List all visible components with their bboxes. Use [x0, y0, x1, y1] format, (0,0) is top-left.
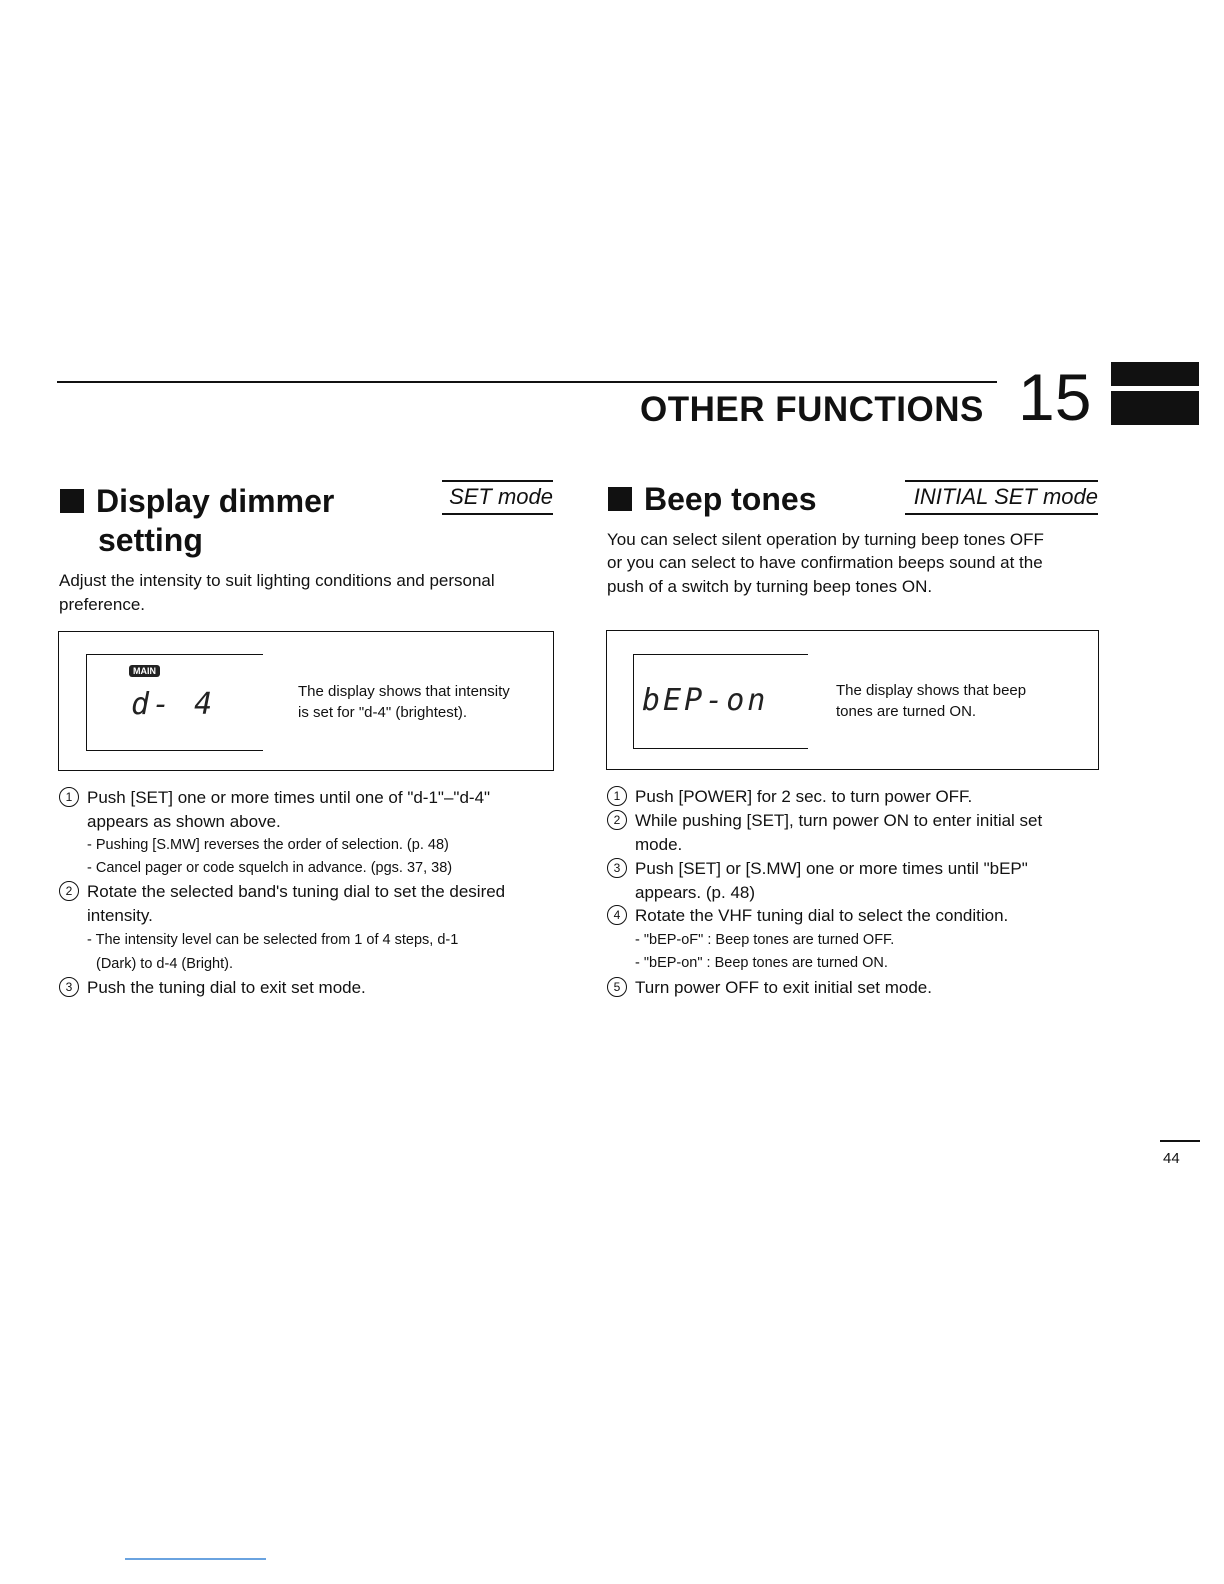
page-number: 44: [1163, 1150, 1180, 1167]
step-number: 1: [59, 787, 79, 807]
dimmer-caption-line2: is set for "d-4" (brightest).: [298, 704, 468, 721]
dimmer-step-1-line2: appears as shown above.: [87, 812, 281, 831]
step-number: 5: [607, 977, 627, 997]
beep-caption-line2: tones are turned ON.: [836, 703, 977, 720]
lcd-panel: [633, 654, 808, 749]
chapter-tab-marker-lower: [1111, 391, 1199, 425]
chapter-tab-marker: [1111, 362, 1199, 386]
step-number: 2: [59, 881, 79, 901]
dimmer-caption-line1: The display shows that intensity: [298, 683, 510, 700]
dimmer-step-2-line2: intensity.: [87, 906, 153, 925]
lcd-readout: d- 4: [131, 687, 216, 722]
display-dimmer-heading: Display dimmer: [60, 481, 334, 521]
beep-display-figure: [606, 630, 1099, 770]
heading-bullet-icon: [60, 489, 84, 513]
beep-intro-line3: push of a switch by turning beep tones ON.: [607, 577, 933, 596]
heading-bullet-icon: [608, 487, 632, 511]
lcd-panel: [86, 654, 263, 751]
beep-note-2: - "bEP-on" : Beep tones are turned ON.: [635, 955, 888, 971]
dimmer-display-figure: [58, 631, 554, 771]
set-mode-tag: SET mode: [442, 480, 553, 515]
step-number: 2: [607, 810, 627, 830]
main-badge: MAIN: [129, 665, 160, 677]
initial-set-mode-tag: INITIAL SET mode: [905, 480, 1098, 515]
dimmer-intro-line2: preference.: [59, 595, 145, 614]
section-number: 15: [1018, 360, 1092, 434]
dimmer-note-3-cont: (Dark) to d-4 (Bright).: [96, 956, 233, 972]
section-title: OTHER FUNCTIONS: [640, 390, 984, 429]
beep-step-2-line2: mode.: [635, 835, 683, 854]
step-number: 3: [607, 858, 627, 878]
lcd-readout: bEP-on: [642, 683, 769, 718]
beep-note-1: - "bEP-oF" : Beep tones are turned OFF.: [635, 932, 895, 948]
step-number: 3: [59, 977, 79, 997]
footer-link-line: [125, 1558, 266, 1560]
beep-step-3-line2: appears. (p. 48): [635, 883, 756, 902]
dimmer-note-3: - The intensity level can be selected from 1 of 4 steps, d-1: [87, 932, 459, 948]
beep-caption-line1: The display shows that beep: [836, 682, 1027, 699]
dimmer-intro-line1: Adjust the intensity to suit lighting conditions and personal: [59, 571, 495, 590]
beep-tones-heading: Beep tones: [608, 479, 816, 519]
dimmer-note-2: - Cancel pager or code squelch in advance. (pgs. 37, 38): [87, 860, 453, 876]
beep-intro-line1: You can select silent operation by turning beep tones OFF: [607, 530, 1044, 549]
step-number: 4: [607, 905, 627, 925]
header-rule: [57, 381, 997, 383]
display-dimmer-heading-line2: setting: [98, 522, 203, 558]
dimmer-note-1: - Pushing [S.MW] reverses the order of selection. (p. 48): [87, 837, 449, 853]
beep-intro-line2: or you can select to have confirmation beeps sound at the: [607, 553, 1043, 572]
step-number: 1: [607, 786, 627, 806]
page-number-rule: [1160, 1140, 1200, 1142]
